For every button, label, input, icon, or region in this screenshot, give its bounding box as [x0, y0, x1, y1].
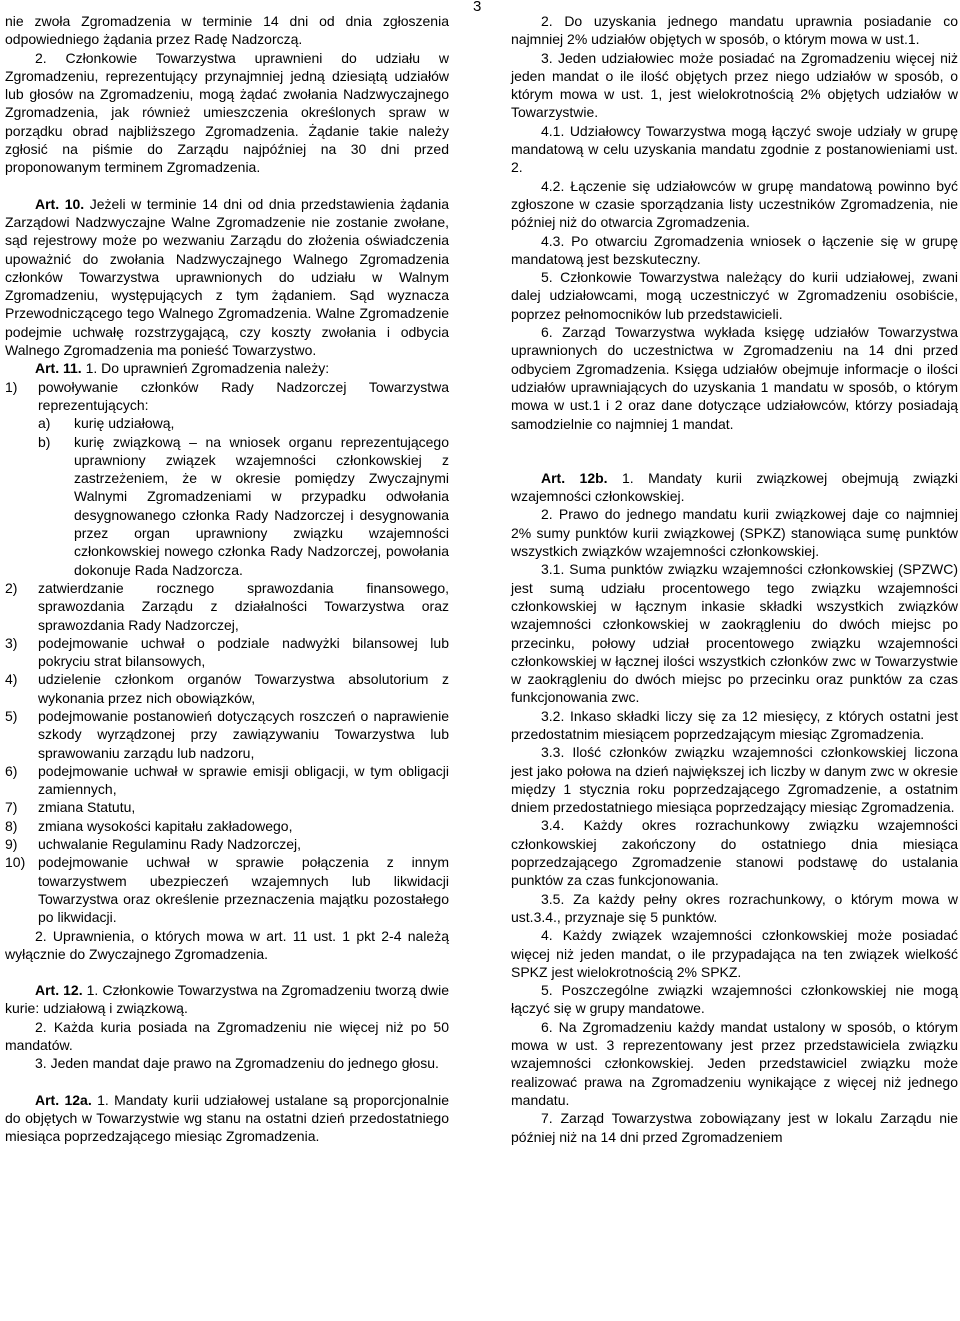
- paragraph: 6. Zarząd Towarzystwa wykłada księgę udziałów Towarzystwa uprawnionych do uczestnictwa w Zgromadzeniu na 14 dni przed odbyciem Zgromadzenia. Księga udziałów obejmuje informacje o ilości udziałów uprawniających do uzyskania 1 mandatu w sposób, o którym mowa w ust.1 i 2 oraz dane dotyczące udziałowców, którzy posiadają samodzielnie co najmniej 1 mandat.: [511, 324, 958, 432]
- list-text: podejmowanie uchwał w sprawie połączenia z innym towarzystwem ubezpieczeń wzajemnych lub likwidacji Towarzystwa oraz określenie przeznaczenia majątku pozostałego po likwidacji.: [38, 854, 449, 926]
- page-number: 3: [473, 0, 482, 15]
- list-text: powoływanie członków Rady Nadzorczej Towarzystwa reprezentujących:: [38, 378, 449, 413]
- paragraph: 6. Na Zgromadzeniu każdy mandat ustalony w sposób, o którym mowa w ust. 3 reprezentowany jest przez przedstawiciela związku wzajemności członkowskiej. Jeden przedstawiciel związku może realizować prawa na Zgromadzeniu wynikające z więcej niż jednego mandatu.: [511, 1018, 958, 1108]
- list-number: 9): [5, 836, 18, 853]
- paragraph: 4.1. Udziałowcy Towarzystwa mogą łączyć swoje udziały w grupę mandatową w celu uzyskania mandatu zgodnie z postanowieniami ust. 2.: [511, 122, 958, 176]
- list-item: [5, 707, 449, 762]
- right-column: [511, 12, 958, 1146]
- article-heading: Art. 11.: [35, 360, 82, 377]
- list-text: podejmowanie uchwał w sprawie emisji obligacji, w tym obligacji zamiennych,: [38, 762, 449, 798]
- list-item: [5, 798, 449, 816]
- paragraph: 2. Do uzyskania jednego mandatu uprawnia posiadanie co najmniej 2% udziałów objętych w sposób, o którym mowa w ust.1.: [511, 13, 958, 48]
- list-text: zatwierdzanie rocznego sprawozdania finansowego, sprawozdania Zarządu z działalności Towarzystwa oraz sprawozdania Rady Nadzorczej,: [38, 579, 449, 633]
- paragraph: 5. Członkowie Towarzystwa należący do kurii udziałowej, zwani dalej udziałowcami, mogą uczestniczyć w Zgromadzeniu osobiście, poprzez pełnomocników lub przedstawicieli.: [511, 269, 958, 322]
- article-text: 1. Mandaty kurii związkowej obejmują związki wzajemności członkowskiej.: [511, 469, 959, 505]
- list-item: [5, 835, 449, 853]
- article-text: 1. Mandaty kurii udziałowej ustalane są proporcjonalnie do objętych w Towarzystwie wg stanu na ostatni dzień przedostatniego miesiąca poprzedzającego miesiąc Zgromadzenia.: [5, 1091, 450, 1145]
- list-item: [5, 378, 449, 415]
- list-number: 4): [5, 671, 18, 688]
- paragraph: 7. Zarząd Towarzystwa zobowiązany jest w lokalu Zarządu nie później niż na 14 dni przed Zgromadzeniem: [511, 1110, 958, 1145]
- article-text: 1. Członkowie Towarzystwa na Zgromadzeniu tworzą dwie kurie: udziałową i związkową.: [5, 982, 449, 1017]
- list-number: 5): [5, 707, 18, 724]
- list-number: 1): [5, 378, 18, 395]
- list-item: [5, 634, 449, 671]
- list-number: 7): [5, 799, 18, 816]
- paragraph: 2. Każda kuria posiada na Zgromadzeniu nie więcej niż po 50 mandatów.: [5, 1018, 449, 1054]
- article-heading: Art. 10.: [35, 195, 85, 212]
- paragraph: 3.3. Ilość członków związku wzajemności członkowskiej liczona jest jako połowa na dzień największej ich liczby w danym zwc w okresie między 1 stycznia roku poprzedzającego Zgromadzenie, a ostatnim dniem przedostatniego miesiąca poprzedzający miesiąc Zgromadzenia.: [511, 744, 958, 816]
- paragraph: 2. Uprawnienia, o których mowa w art. 11 ust. 1 pkt 2-4 należą wyłącznie do Zwyczajnego Zgromadzenia.: [5, 927, 449, 962]
- list-text: udzielenie członkom organów Towarzystwa absolutorium z wykonania przez nich obowiązków,: [38, 671, 449, 706]
- list-item: [5, 670, 449, 707]
- list-text: podejmowanie postanowień dotyczących roszczeń o naprawienie szkody wyrządzonej przy zawiązywaniu Towarzystwa lub sprawowaniu zarządu lub nadzoru,: [38, 707, 449, 761]
- article-heading: Art. 12.: [35, 982, 83, 999]
- list-text: zmiana Statutu,: [38, 799, 136, 816]
- article-12b: [511, 469, 958, 506]
- list-number: 3): [5, 634, 18, 651]
- powers-list: [5, 378, 449, 927]
- paragraph: nie zwoła Zgromadzenia w terminie 14 dni od dnia zgłoszenia odpowiedniego żądania przez Radę Nadzorczą.: [5, 13, 449, 48]
- paragraph: 4.3. Po otwarciu Zgromadzenia wniosek o łączenie się w grupę mandatową jest bezskuteczny.: [511, 232, 958, 267]
- sub-number: b): [38, 433, 51, 450]
- sub-item: [38, 414, 449, 432]
- article-11: [5, 359, 449, 377]
- list-text: uchwalanie Regulaminu Rady Nadzorczej,: [38, 836, 302, 853]
- article-12: [5, 981, 449, 1018]
- paragraph: 2. Członkowie Towarzystwa uprawnieni do udziału w Zgromadzeniu, reprezentujący przynajmniej jedną dziesiątą udziałów lub głosów na Zgromadzeniu, mogą żądać zwołania Nadzwyczajnego Zgromadzenia, jak również umieszczenia określonych spraw w porządku obrad najbliższego Zgromadzenia. Żądanie takie należy zgłosić na piśmie do Zarządu najpóźniej na 30 dni przed proponowanym terminem Zgromadzenia.: [5, 49, 449, 176]
- list-number: 2): [5, 579, 18, 596]
- list-number: 8): [5, 817, 18, 834]
- list-item: [5, 762, 449, 799]
- paragraph: 4.2. Łączenie się udziałowców w grupę mandatową powinno być zgłoszone w czasie sporządzania listy uczestników Zgromadzenia, nie później niż do otwarcia Zgromadzenia.: [511, 177, 958, 231]
- paragraph: 3. Jeden mandat daje prawo na Zgromadzeniu do jednego głosu.: [35, 1055, 439, 1072]
- paragraph: 3.2. Inkaso składki liczy się za 12 miesięcy, z których ostatni jest przedostatnim miesiącem poprzedzającym miesiąc Zgromadzenia.: [511, 707, 958, 742]
- list-text: podejmowanie uchwał o podziale nadwyżki bilansowej lub pokryciu strat bilansowych,: [38, 634, 449, 670]
- paragraph: 3.5. Za każdy pełny okres rozrachunkowy, o którym mowa w ust.3.4., przyznaje się 5 punktów.: [511, 890, 958, 925]
- sub-text: kurię udziałową,: [74, 415, 175, 432]
- sub-number: a): [38, 415, 51, 432]
- paragraph: 5. Poszczególne związki wzajemności członkowskiej nie mogą łączyć się w grupy mandatowe.: [511, 982, 958, 1017]
- article-text: 1. Do uprawnień Zgromadzenia należy:: [81, 360, 330, 377]
- left-column: [5, 12, 449, 1146]
- paragraph: 3.1. Suma punktów związku wzajemności członkowskiej (SPZWC) jest sumą udziału procentowego tego związku wzajemności członkowskiej w łącznym inkasie składki wszystkich związków wzajemności członkowskiej w zaokrągleniu do dwóch miejsc po przecinku, połowy udział procentowego związku wzajemności członkowskiej w łącznej ilości wszystkich członków zwc w Towarzystwie w zaokrągleniu do dwóch miejsc po przecinku oraz punktów za czas funkcjonowania zwc.: [511, 561, 958, 706]
- article-10: [5, 195, 449, 360]
- list-text: zmiana wysokości kapitału zakładowego,: [38, 817, 293, 834]
- list-item: [5, 853, 449, 926]
- article-text: Jeżeli w terminie 14 dni od dnia przedstawienia żądania Zarządowi Nadzwyczajne Walne Zgromadzenie nie zostanie zwołane, sąd rejestrowy może po wezwaniu Zarządu do złożenia oświadczenia upoważnić do zwołania Nadzwyczajnego Walnego Zgromadzenia członków Towarzystwa uprawnionych do udziału w Walnym Zgromadzeniu, występujących z tym żądaniem. Sąd wyznacza Przewodniczącego tego Walnego Zgromadzenia. Walne Zgromadzenie podejmie uchwałę rozstrzygającą, czy koszty zwołania i odbycia Walnego Zgromadzenia ma ponieść Towarzystwo.: [5, 195, 449, 359]
- paragraph: 4. Każdy związek wzajemności członkowskiej może posiadać więcej niż jeden mandat, o ile przypadająca na ten związek wielkość SPKZ jest wielokrotnością 2% SPKZ.: [511, 927, 958, 980]
- paragraph: 3. Jeden udziałowiec może posiadać na Zgromadzeniu więcej niż jeden mandat o ile ilość objętych przez niego udziałów w sposób, o którym mowa w ust. 1, jest wielokrotnością 2% objętych udziałów w Towarzystwie.: [511, 49, 958, 121]
- paragraph: 2. Prawo do jednego mandatu kurii związkowej daje co najmniej 2% sumy punktów kurii związkowej (SPKZ) stanowiąca sumę punktów wszystkich związków wzajemności członkowskiej.: [511, 506, 958, 560]
- article-heading: Art. 12b.: [541, 469, 608, 486]
- list-item: [5, 817, 449, 835]
- sub-text: kurię związkową – na wniosek organu reprezentującego uprawniony związek wzajemności członkowskiej z zastrzeżeniem, że w okresie pomiędzy Zwyczajnymi Walnymi Zgromadzeniami w przypadku odwołania desygnowanego członka Rady Nadzorczej i desygnowania przez organ uprawniony związku wzajemności członkowskiej nowego członka Rady Nadzorczej, powołania dokonuje Rada Nadzorcza.: [74, 433, 449, 578]
- list-number: 6): [5, 762, 18, 779]
- article-heading: Art. 12a.: [35, 1091, 92, 1108]
- sub-item: [38, 433, 449, 579]
- list-number: 10): [5, 854, 26, 871]
- paragraph: 3.4. Każdy okres rozrachunkowy związku wzajemności członkowskiej zakończony do ostatniego dnia miesiąca poprzedzającego Zgromadzenie stanowi podstawę do ustalania punktów za czas funkcjonowania.: [511, 817, 958, 889]
- article-12a: [5, 1091, 449, 1146]
- list-item: [5, 579, 449, 634]
